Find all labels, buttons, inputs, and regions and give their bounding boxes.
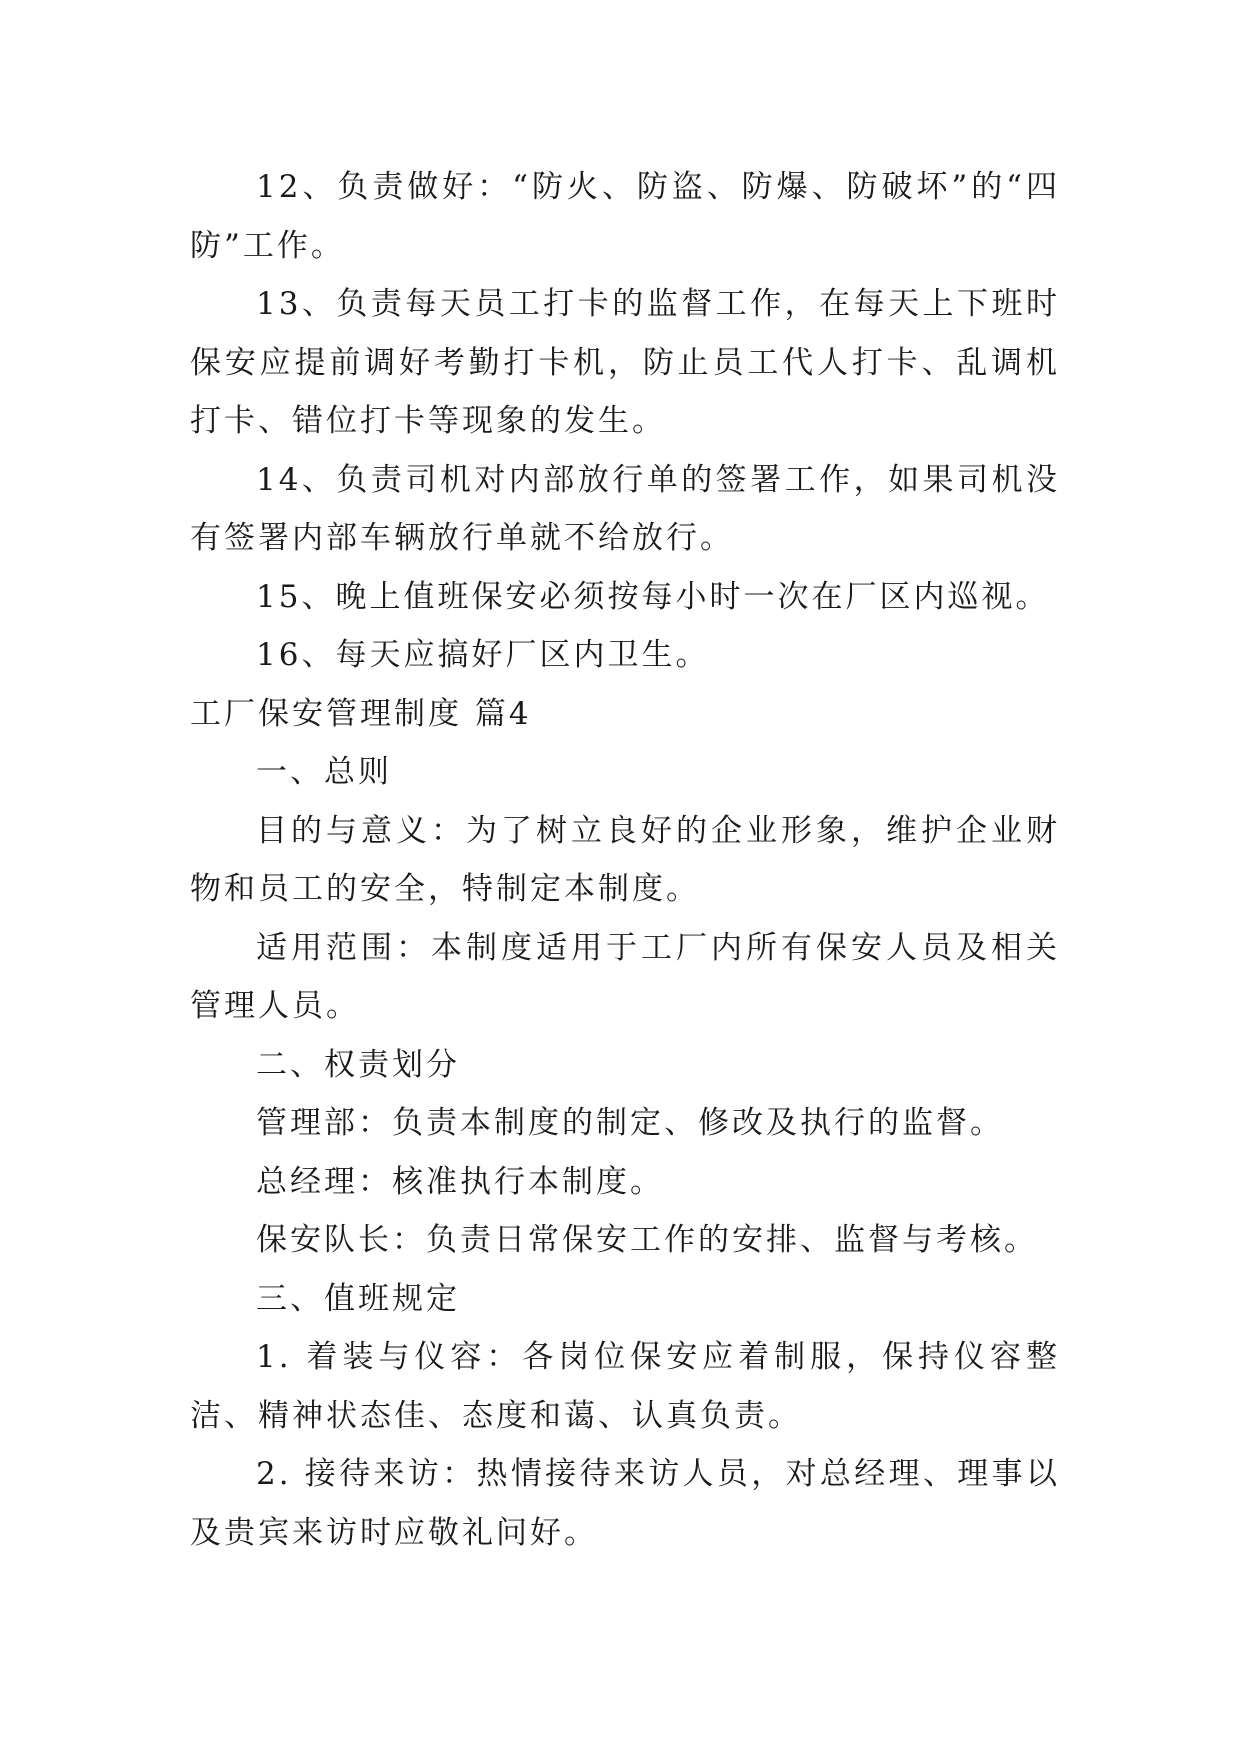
paragraph-rule-visitors: 2. 接待来访：热情接待来访人员，对总经理、理事以及贵宾来访时应敬礼问好。 [190,1456,1060,1551]
paragraph-item-15: 15、晚上值班保安必须按每小时一次在厂区内巡视。 [256,578,1050,615]
document-body [190,158,1060,1562]
paragraph-security-captain: 保安队长：负责日常保安工作的安排、监督与考核。 [256,1222,1038,1258]
paragraph-item-13: 13、负责每天员工打卡的监督工作，在每天上下班时保安应提前调好考勤打卡机，防止员工代人打卡、乱调机打卡、错位打卡等现象的发生。 [190,286,1060,439]
paragraph-scope: 适用范围：本制度适用于工厂内所有保安人员及相关管理人员。 [190,929,1060,1024]
heading-duty-rules: 三、值班规定 [256,1280,460,1317]
section-title: 工厂保安管理制度 篇4 [190,695,532,732]
paragraph-rule-dress: 1. 着装与仪容：各岗位保安应着制服，保持仪容整洁、精神状态佳、态度和蔼、认真负责。 [190,1339,1060,1434]
heading-general: 一、总则 [256,754,392,790]
paragraph-general-manager: 总经理：核准执行本制度。 [256,1163,664,1200]
paragraph-purpose: 目的与意义：为了树立良好的企业形象，维护企业财物和员工的安全，特制定本制度。 [190,812,1060,907]
paragraph-item-14: 14、负责司机对内部放行单的签署工作，如果司机没有签署内部车辆放行单就不给放行。 [190,461,1060,556]
paragraph-management-dept: 管理部：负责本制度的制定、修改及执行的监督。 [256,1105,1004,1141]
paragraph-item-16: 16、每天应搞好厂区内卫生。 [256,637,710,673]
heading-responsibilities: 二、权责划分 [256,1046,460,1083]
paragraph-item-12: 12、负责做好：“防火、防盗、防爆、防破坏”的“四防”工作。 [190,169,1060,264]
